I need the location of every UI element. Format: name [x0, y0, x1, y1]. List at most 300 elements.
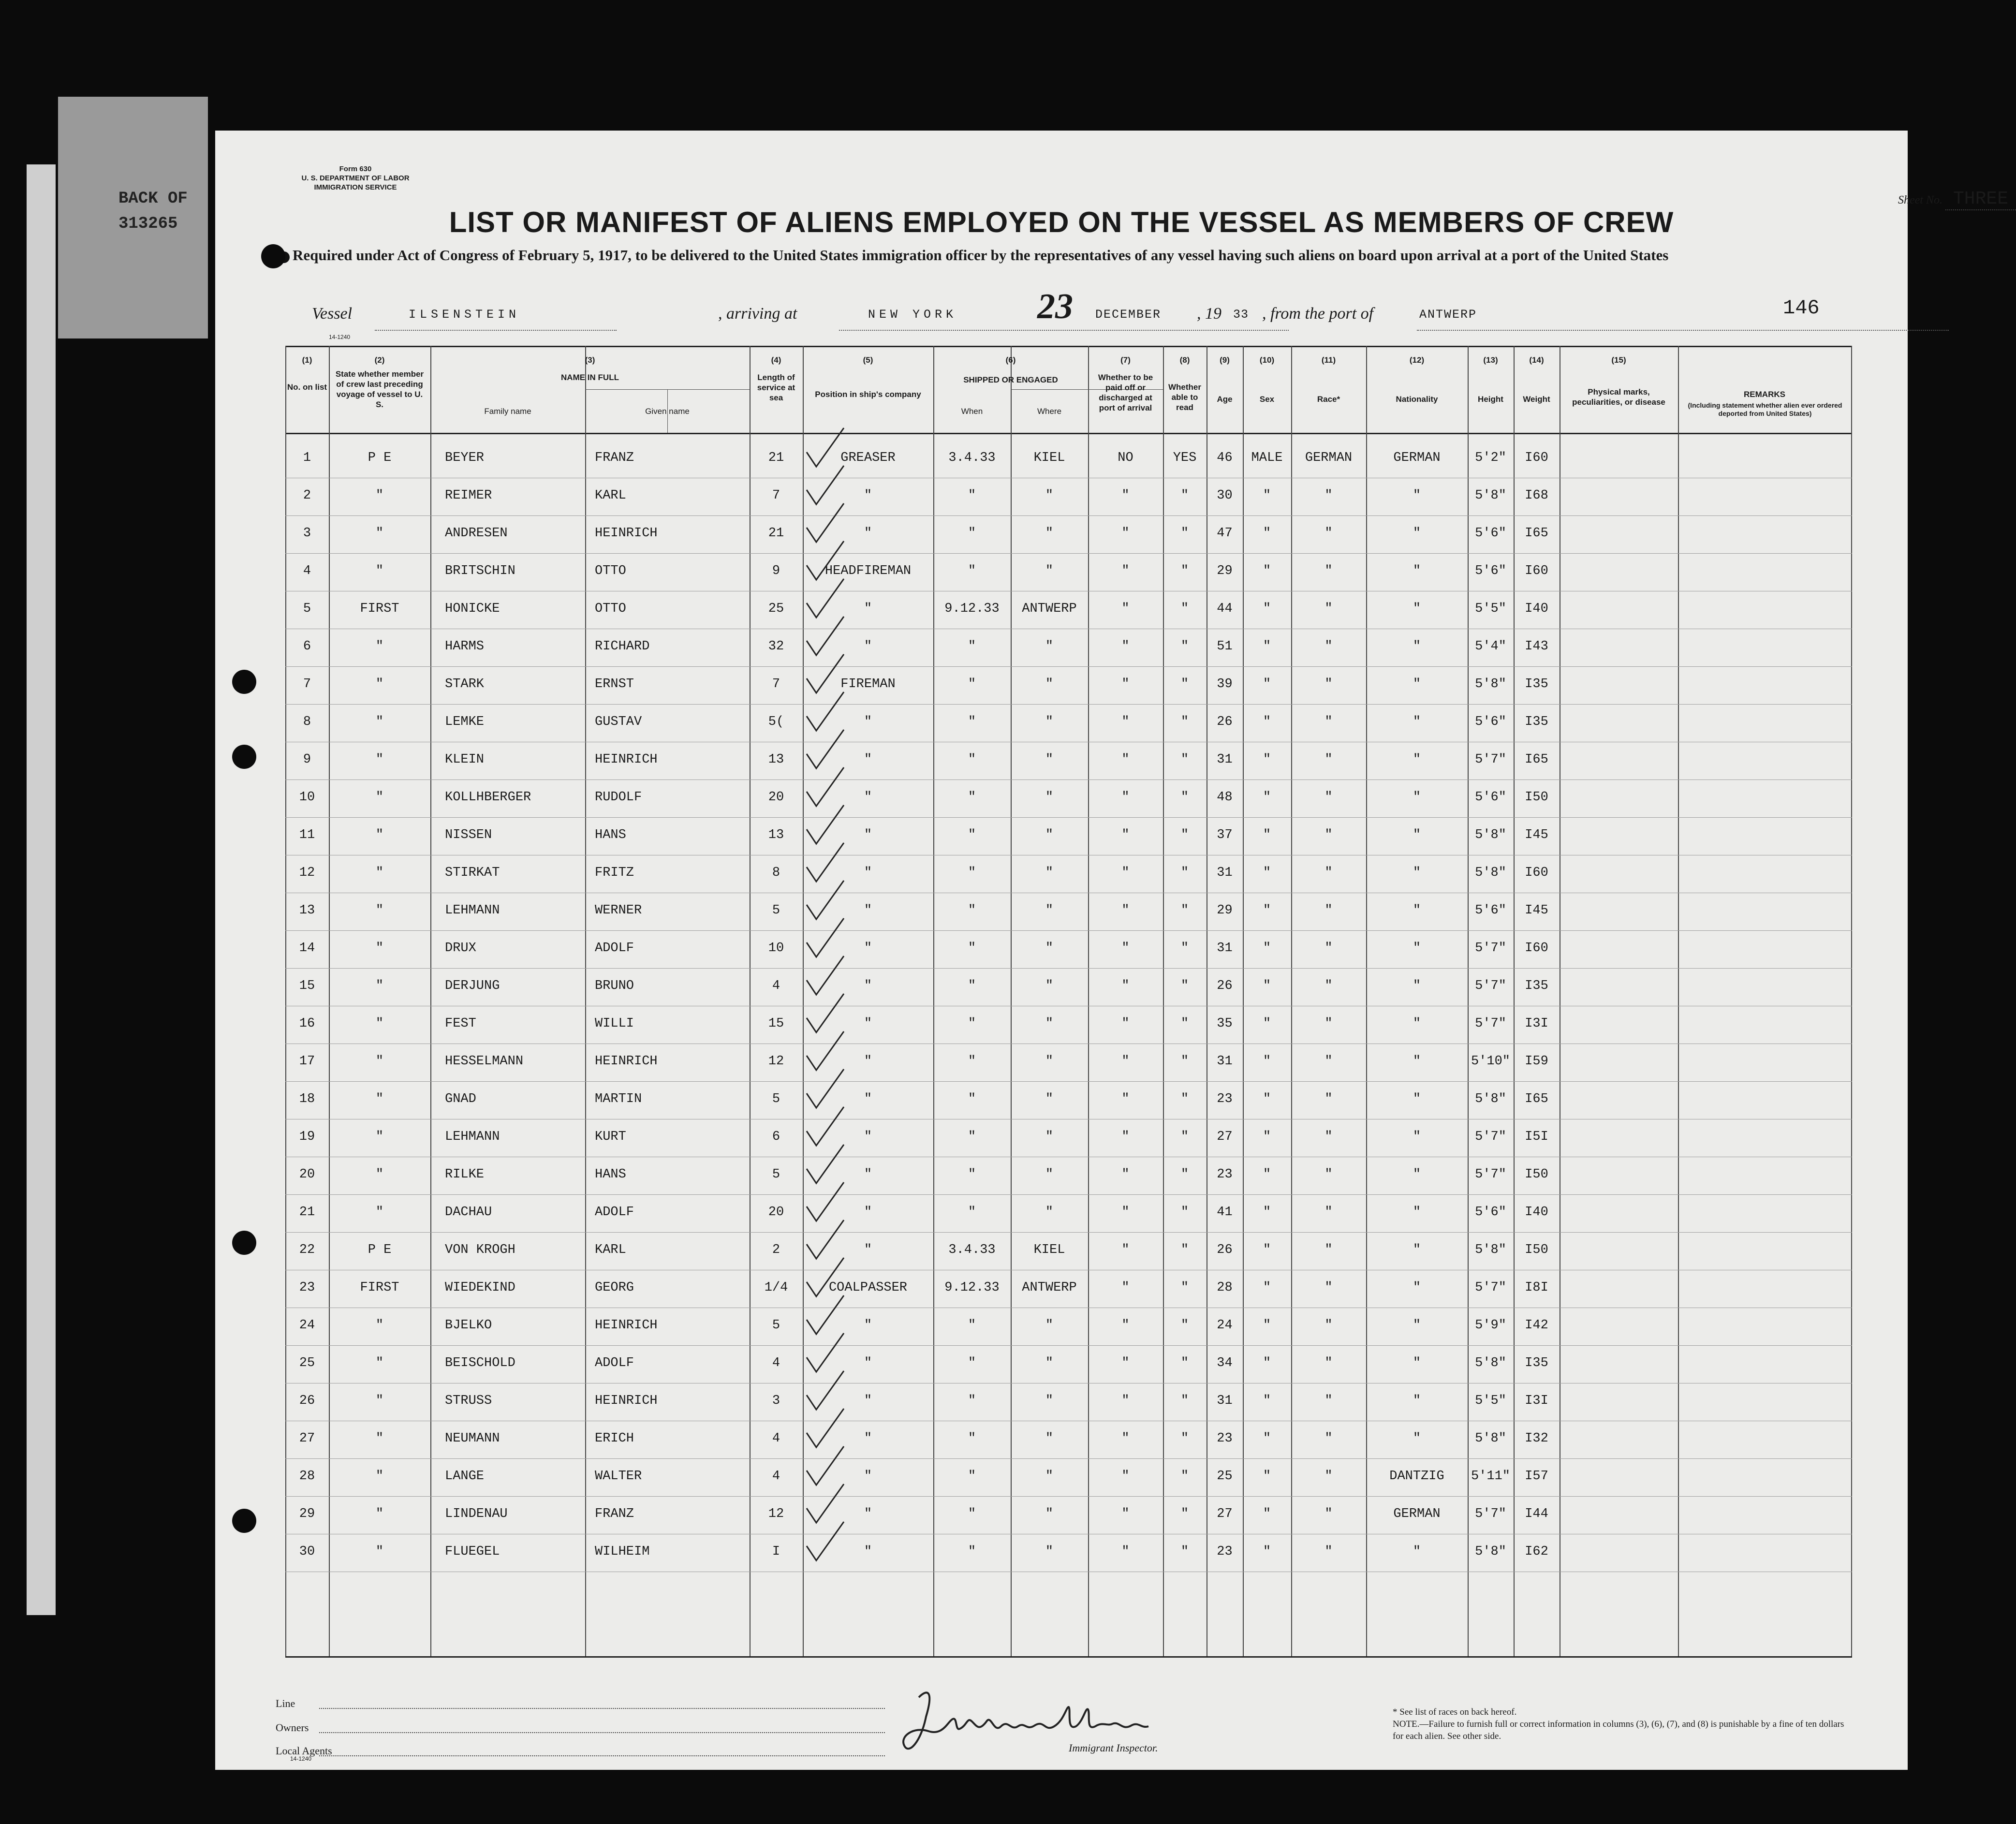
col-given-name: Given name	[645, 407, 690, 416]
cell-family-name: VON KROGH	[445, 1243, 515, 1257]
cell-previous-voyage: "	[375, 1431, 384, 1446]
cell-given-name: MARTIN	[595, 1092, 642, 1106]
cell-length-of-service: 8	[772, 866, 780, 880]
cell-sex: "	[1263, 828, 1271, 842]
cell-height: 5'7"	[1475, 752, 1506, 767]
crew-manifest-table	[285, 346, 1852, 1666]
cell-height: 5'8"	[1475, 488, 1506, 503]
cell-paid-off: "	[1121, 1318, 1130, 1333]
col-remarks: REMARKS	[1744, 390, 1785, 399]
table-row	[285, 704, 1852, 742]
table-body	[285, 440, 1852, 1572]
cell-family-name: DERJUNG	[445, 979, 500, 993]
cell-shipped-where: "	[1045, 790, 1054, 805]
departure-port: ANTWERP	[1419, 308, 1477, 322]
cell-able-to-read: "	[1180, 866, 1189, 880]
cell-able-to-read: "	[1180, 790, 1189, 805]
cell-able-to-read: "	[1180, 1243, 1189, 1257]
cell-nationality: "	[1413, 1092, 1421, 1106]
cell-sex: "	[1263, 715, 1271, 729]
checkmark-icon	[803, 1180, 846, 1223]
cell-previous-voyage: "	[375, 979, 384, 993]
owners-label: Owners	[276, 1721, 309, 1734]
arrival-port: NEW YORK	[868, 308, 957, 322]
checkmark-icon	[803, 1255, 846, 1299]
cell-nationality: "	[1413, 564, 1421, 578]
cell-shipped-where: "	[1045, 1545, 1054, 1559]
cell-length-of-service: 5(	[768, 715, 784, 729]
cell-row-number: 21	[299, 1205, 315, 1220]
cell-row-number: 10	[299, 790, 315, 805]
year-suffix: 33	[1233, 308, 1249, 322]
cell-given-name: HEINRICH	[595, 526, 658, 541]
cell-previous-voyage: "	[375, 1318, 384, 1333]
cell-family-name: BJELKO	[445, 1318, 492, 1333]
cell-nationality: GERMAN	[1393, 1507, 1441, 1521]
cell-paid-off: "	[1121, 1469, 1130, 1484]
cell-race: "	[1324, 866, 1333, 880]
cell-age: 31	[1217, 866, 1233, 880]
cell-race: "	[1324, 1167, 1333, 1182]
col14-number: (14)	[1529, 355, 1544, 365]
col-remarks-note: (Including statement whether alien ever ordered deported from United States)	[1688, 401, 1842, 417]
cell-able-to-read: "	[1180, 903, 1189, 918]
cell-nationality: "	[1413, 941, 1421, 956]
cell-weight: I40	[1525, 1205, 1548, 1220]
cell-previous-voyage: FIRST	[360, 1280, 399, 1295]
cell-family-name: STRUSS	[445, 1394, 492, 1408]
vessel-label: Vessel	[312, 305, 353, 323]
col10-number: (10)	[1259, 355, 1275, 365]
sheet-value: THREE	[1945, 189, 2016, 210]
checkmark-icon	[803, 916, 846, 959]
cell-position: "	[864, 1356, 872, 1370]
cell-given-name: ADOLF	[595, 941, 634, 956]
cell-family-name: LINDENAU	[445, 1507, 508, 1521]
table-row	[285, 968, 1852, 1006]
col-able-to-read: Whether able to read	[1168, 382, 1201, 412]
cell-previous-voyage: "	[375, 1469, 384, 1484]
sheet-label: Sheet No.	[1898, 194, 1942, 206]
cell-family-name: BEISCHOLD	[445, 1356, 515, 1370]
table-row	[285, 1119, 1852, 1157]
cell-previous-voyage: "	[375, 1016, 384, 1031]
cell-row-number: 15	[299, 979, 315, 993]
table-row	[285, 553, 1852, 591]
cell-paid-off: "	[1121, 602, 1130, 616]
cell-age: 48	[1217, 790, 1233, 805]
checkmark-icon	[803, 1482, 846, 1525]
cell-height: 5'6"	[1475, 1205, 1506, 1220]
cell-row-number: 14	[299, 941, 315, 956]
cell-family-name: DACHAU	[445, 1205, 492, 1220]
cell-weight: I45	[1525, 828, 1548, 842]
checkmark-icon	[803, 1293, 846, 1337]
cell-row-number: 5	[303, 602, 311, 616]
cell-race: "	[1324, 677, 1333, 691]
col-age: Age	[1217, 395, 1233, 404]
cell-nationality: "	[1413, 1356, 1421, 1370]
cell-race: "	[1324, 941, 1333, 956]
cell-length-of-service: 7	[772, 677, 780, 691]
cell-nationality: "	[1413, 1054, 1421, 1069]
cell-row-number: 30	[299, 1545, 315, 1559]
cell-nationality: "	[1413, 488, 1421, 503]
cell-previous-voyage: "	[375, 1167, 384, 1182]
table-row	[285, 478, 1852, 516]
cell-sex: "	[1263, 1205, 1271, 1220]
cell-race: "	[1324, 1092, 1333, 1106]
cell-sex: "	[1263, 1016, 1271, 1031]
manifest-footer	[276, 1688, 1871, 1762]
cell-nationality: GERMAN	[1393, 451, 1441, 465]
cell-position: "	[864, 790, 872, 805]
col-name-in-full: NAME IN FULL	[561, 373, 619, 382]
cell-race: "	[1324, 526, 1333, 541]
cell-row-number: 23	[299, 1280, 315, 1295]
cell-age: 46	[1217, 451, 1233, 465]
cell-race: "	[1324, 1394, 1333, 1408]
inspector-signature	[899, 1688, 1214, 1755]
cell-row-number: 18	[299, 1092, 315, 1106]
cell-sex: "	[1263, 1130, 1271, 1144]
cell-able-to-read: "	[1180, 1356, 1189, 1370]
cell-length-of-service: 3	[772, 1394, 780, 1408]
cell-shipped-when: "	[968, 488, 976, 503]
cell-paid-off: "	[1121, 941, 1130, 956]
port-underline	[1417, 330, 1949, 331]
cell-length-of-service: 9	[772, 564, 780, 578]
cell-able-to-read: "	[1180, 941, 1189, 956]
cell-weight: I3I	[1525, 1016, 1548, 1031]
cell-nationality: DANTZIG	[1389, 1469, 1444, 1484]
cell-able-to-read: "	[1180, 639, 1189, 654]
cell-paid-off: "	[1121, 1356, 1130, 1370]
col-previous-voyage: State whether member of crew last preceding voyage of vessel to U. S.	[335, 369, 424, 409]
cell-given-name: WILLI	[595, 1016, 634, 1031]
cell-shipped-when: "	[968, 1130, 976, 1144]
table-row	[285, 1232, 1852, 1270]
cell-previous-voyage: P E	[368, 1243, 392, 1257]
cell-shipped-when: "	[968, 1167, 976, 1182]
cell-row-number: 17	[299, 1054, 315, 1069]
cell-able-to-read: "	[1180, 1167, 1189, 1182]
cell-previous-voyage: "	[375, 790, 384, 805]
checkmark-icon	[803, 1067, 846, 1110]
cell-height: 5'8"	[1475, 1431, 1506, 1446]
cell-length-of-service: 6	[772, 1130, 780, 1144]
table-row	[285, 1006, 1852, 1044]
cell-given-name: HEINRICH	[595, 1054, 658, 1069]
cell-paid-off: "	[1121, 1092, 1130, 1106]
cell-shipped-when: "	[968, 639, 976, 654]
cell-shipped-when: "	[968, 1507, 976, 1521]
cell-shipped-when: "	[968, 866, 976, 880]
frame-corner	[1915, 39, 1949, 63]
cell-row-number: 7	[303, 677, 311, 691]
cell-row-number: 6	[303, 639, 311, 654]
cell-age: 31	[1217, 1394, 1233, 1408]
cell-sex: "	[1263, 1243, 1271, 1257]
cell-previous-voyage: "	[375, 1356, 384, 1370]
cell-previous-voyage: "	[375, 752, 384, 767]
cell-position: HEADFIREMAN	[824, 564, 912, 578]
line-label: Line	[276, 1697, 295, 1709]
cell-shipped-when: "	[968, 979, 976, 993]
cell-row-number: 27	[299, 1431, 315, 1446]
cell-shipped-when: "	[968, 1092, 976, 1106]
cell-able-to-read: "	[1180, 979, 1189, 993]
arriving-label: , arriving at	[718, 305, 797, 323]
cell-position: "	[864, 1545, 872, 1559]
cell-sex: "	[1263, 1431, 1271, 1446]
cell-shipped-where: "	[1045, 488, 1054, 503]
form-code: 14-1240	[329, 334, 351, 340]
cell-paid-off: "	[1121, 564, 1130, 578]
cell-length-of-service: 5	[772, 1318, 780, 1333]
cell-given-name: ERNST	[595, 677, 634, 691]
cell-row-number: 9	[303, 752, 311, 767]
cell-shipped-where: "	[1045, 1205, 1054, 1220]
cell-height: 5'7"	[1475, 1130, 1506, 1144]
cell-length-of-service: 25	[768, 602, 784, 616]
col3-number: (3)	[585, 355, 595, 365]
cell-height: 5'6"	[1475, 903, 1506, 918]
cell-shipped-when: "	[968, 1205, 976, 1220]
cell-height: 5'6"	[1475, 715, 1506, 729]
cell-race: "	[1324, 1205, 1333, 1220]
cell-race: "	[1324, 715, 1333, 729]
cell-row-number: 3	[303, 526, 311, 541]
cell-paid-off: "	[1121, 1054, 1130, 1069]
cell-paid-off: "	[1121, 1280, 1130, 1295]
cell-position: "	[864, 639, 872, 654]
cell-age: 41	[1217, 1205, 1233, 1220]
table-row	[285, 742, 1852, 780]
cell-length-of-service: 4	[772, 979, 780, 993]
sheet-number	[1898, 189, 2016, 209]
cell-race: "	[1324, 1016, 1333, 1031]
checkmark-icon	[803, 576, 846, 620]
cell-shipped-when: "	[968, 1356, 976, 1370]
cell-able-to-read: "	[1180, 1394, 1189, 1408]
cell-able-to-read: "	[1180, 1092, 1189, 1106]
cell-family-name: REIMER	[445, 488, 492, 503]
cell-length-of-service: 15	[768, 1016, 784, 1031]
cell-previous-voyage: "	[375, 1092, 384, 1106]
cell-length-of-service: 10	[768, 941, 784, 956]
cell-length-of-service: 20	[768, 1205, 784, 1220]
cell-age: 23	[1217, 1167, 1233, 1182]
cell-paid-off: "	[1121, 715, 1130, 729]
cell-weight: I32	[1525, 1431, 1548, 1446]
cell-family-name: DRUX	[445, 941, 476, 956]
col-no-on-list: No. on list	[287, 382, 327, 392]
cell-sex: "	[1263, 866, 1271, 880]
cell-nationality: "	[1413, 602, 1421, 616]
cell-position: "	[864, 715, 872, 729]
cell-able-to-read: "	[1180, 1130, 1189, 1144]
cell-race: "	[1324, 1431, 1333, 1446]
cell-length-of-service: 13	[768, 828, 784, 842]
cell-shipped-when: "	[968, 1016, 976, 1031]
cell-able-to-read: "	[1180, 564, 1189, 578]
cell-family-name: WIEDEKIND	[445, 1280, 515, 1295]
cell-row-number: 11	[299, 828, 315, 842]
col-position: Position in ship's company	[815, 390, 921, 399]
table-row	[285, 591, 1852, 629]
cell-height: 5'8"	[1475, 866, 1506, 880]
cell-age: 26	[1217, 979, 1233, 993]
cell-weight: I35	[1525, 1356, 1548, 1370]
cell-height: 5'6"	[1475, 564, 1506, 578]
cell-given-name: RUDOLF	[595, 790, 642, 805]
cell-position: "	[864, 1130, 872, 1144]
archive-stamp	[118, 186, 188, 236]
cell-given-name: KARL	[595, 1243, 626, 1257]
cell-family-name: LANGE	[445, 1469, 485, 1484]
table-row	[285, 1194, 1852, 1233]
cell-shipped-when: "	[968, 1054, 976, 1069]
cell-sex: "	[1263, 1280, 1271, 1295]
cell-paid-off: "	[1121, 1167, 1130, 1182]
line-field	[319, 1708, 885, 1709]
cell-length-of-service: 12	[768, 1054, 784, 1069]
checkmark-icon	[803, 1104, 846, 1148]
binder-hole	[232, 1509, 256, 1533]
cell-age: 35	[1217, 1016, 1233, 1031]
cell-shipped-where: "	[1045, 828, 1054, 842]
cell-able-to-read: "	[1180, 715, 1189, 729]
table-row	[285, 893, 1852, 931]
table-row	[285, 780, 1852, 818]
cell-paid-off: "	[1121, 1205, 1130, 1220]
cell-position: "	[864, 752, 872, 767]
cell-row-number: 1	[303, 451, 311, 465]
cell-length-of-service: 1/4	[764, 1280, 788, 1295]
cell-age: 23	[1217, 1092, 1233, 1106]
cell-length-of-service: 21	[768, 526, 784, 541]
stamp-line-1: BACK OF	[118, 190, 188, 208]
cell-sex: "	[1263, 1469, 1271, 1484]
cell-given-name: KARL	[595, 488, 626, 503]
cell-previous-voyage: "	[375, 903, 384, 918]
cell-position: "	[864, 1016, 872, 1031]
cell-nationality: "	[1413, 715, 1421, 729]
table-row	[285, 629, 1852, 667]
cell-height: 5'7"	[1475, 941, 1506, 956]
table-row	[285, 1383, 1852, 1421]
cell-age: 26	[1217, 1243, 1233, 1257]
cell-position: "	[864, 1205, 872, 1220]
cell-sex: "	[1263, 903, 1271, 918]
checkmark-icon	[803, 1218, 846, 1261]
cell-length-of-service: 21	[768, 451, 784, 465]
cell-paid-off: "	[1121, 639, 1130, 654]
col15-number: (15)	[1611, 355, 1626, 365]
cell-previous-voyage: "	[375, 1130, 384, 1144]
cell-shipped-where: "	[1045, 979, 1054, 993]
cell-given-name: WERNER	[595, 903, 642, 918]
cell-given-name: ADOLF	[595, 1205, 634, 1220]
col-nationality: Nationality	[1396, 395, 1438, 404]
cell-sex: "	[1263, 1356, 1271, 1370]
cell-position: "	[864, 526, 872, 541]
cell-height: 5'8"	[1475, 677, 1506, 691]
cell-nationality: "	[1413, 1205, 1421, 1220]
cell-age: 27	[1217, 1130, 1233, 1144]
cell-row-number: 19	[299, 1130, 315, 1144]
cell-family-name: KLEIN	[445, 752, 485, 767]
cell-shipped-when: 3.4.33	[948, 451, 996, 465]
cell-shipped-where: "	[1045, 903, 1054, 918]
checkmark-icon	[803, 727, 846, 771]
cell-previous-voyage: P E	[368, 451, 392, 465]
checkmark-icon	[803, 840, 846, 884]
cell-able-to-read: "	[1180, 1318, 1189, 1333]
cell-weight: I50	[1525, 1243, 1548, 1257]
cell-previous-voyage: "	[375, 526, 384, 541]
binder-hole	[261, 244, 285, 268]
cell-shipped-when: "	[968, 677, 976, 691]
cell-shipped-when: "	[968, 903, 976, 918]
cell-race: GERMAN	[1305, 451, 1353, 465]
cell-shipped-when: "	[968, 564, 976, 578]
cell-sex: "	[1263, 1394, 1271, 1408]
cell-weight: I5I	[1525, 1130, 1548, 1144]
cell-previous-voyage: "	[375, 866, 384, 880]
col2-number: (2)	[374, 355, 385, 365]
cell-sex: "	[1263, 488, 1271, 503]
cell-shipped-when: 9.12.33	[944, 1280, 1000, 1295]
cell-family-name: BRITSCHIN	[445, 564, 515, 578]
cell-paid-off: "	[1121, 828, 1130, 842]
table-row	[285, 440, 1852, 478]
cell-shipped-where: "	[1045, 1394, 1054, 1408]
cell-shipped-where: KIEL	[1033, 451, 1065, 465]
cell-race: "	[1324, 1507, 1333, 1521]
arrival-day: 23	[1037, 287, 1073, 326]
cell-weight: I50	[1525, 790, 1548, 805]
cell-shipped-when: "	[968, 1318, 976, 1333]
table-row	[285, 1458, 1852, 1497]
cell-given-name: FRANZ	[595, 451, 634, 465]
cell-nationality: "	[1413, 1545, 1421, 1559]
cell-given-name: WILHEIM	[595, 1545, 650, 1559]
cell-given-name: RICHARD	[595, 639, 650, 654]
cell-weight: I35	[1525, 677, 1548, 691]
cell-shipped-where: "	[1045, 715, 1054, 729]
cell-age: 31	[1217, 941, 1233, 956]
cell-previous-voyage: "	[375, 1507, 384, 1521]
table-row	[285, 1157, 1852, 1195]
checkmark-icon	[803, 878, 846, 922]
col-paid-off: Whether to be paid off or discharged at port of arrival	[1098, 373, 1153, 412]
cell-race: "	[1324, 1130, 1333, 1144]
cell-nationality: "	[1413, 1394, 1421, 1408]
cell-family-name: NISSEN	[445, 828, 492, 842]
cell-previous-voyage: "	[375, 1394, 384, 1408]
cell-previous-voyage: "	[375, 639, 384, 654]
cell-age: 51	[1217, 639, 1233, 654]
cell-age: 30	[1217, 488, 1233, 503]
cell-shipped-when: "	[968, 828, 976, 842]
cell-height: 5'8"	[1475, 1092, 1506, 1106]
cell-previous-voyage: "	[375, 677, 384, 691]
cell-sex: "	[1263, 941, 1271, 956]
cell-weight: I60	[1525, 866, 1548, 880]
table-bottom-rule	[285, 1656, 1852, 1658]
